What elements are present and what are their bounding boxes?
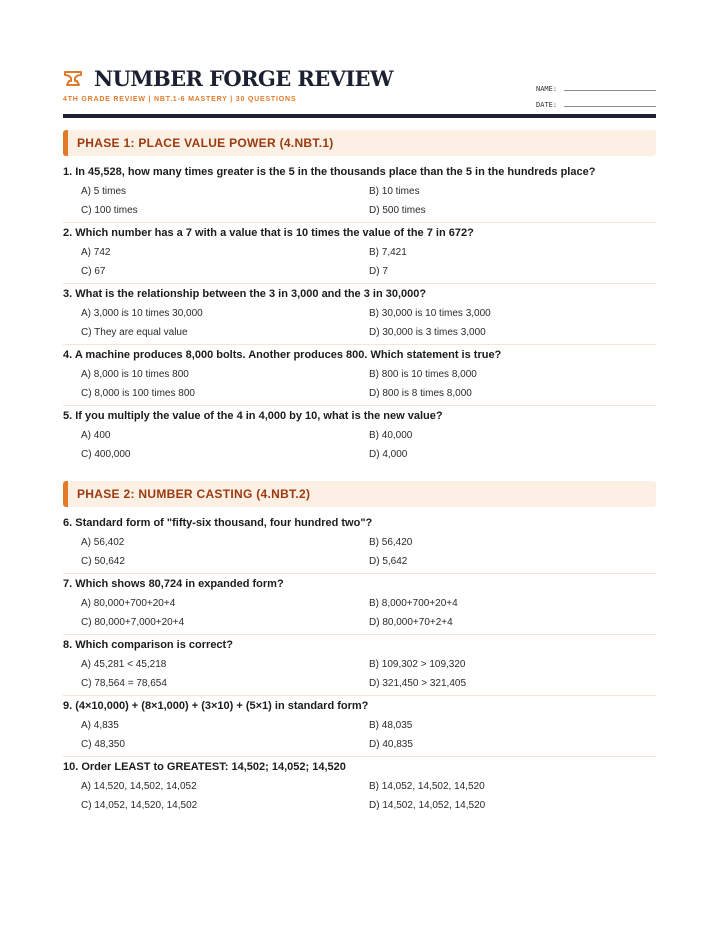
question <box>63 574 656 635</box>
worksheet-page <box>63 64 656 817</box>
question-text: 4. A machine produces 8,000 bolts. Another produces 800. Which statement is true? <box>63 349 502 361</box>
answer-option[interactable]: C) 78,564 = 78,654 <box>81 678 167 689</box>
answer-option[interactable]: B) 8,000+700+20+4 <box>369 598 458 609</box>
answer-option[interactable]: D) 30,000 is 3 times 3,000 <box>369 327 486 338</box>
answer-options <box>63 182 656 220</box>
answer-option[interactable]: D) 4,000 <box>369 449 408 460</box>
answer-option[interactable]: A) 8,000 is 10 times 800 <box>81 369 189 380</box>
question-text: 5. If you multiply the value of the 4 in 4,000 by 10, what is the new value? <box>63 410 443 422</box>
answer-option[interactable]: B) 800 is 10 times 8,000 <box>369 369 477 380</box>
answer-options <box>63 594 656 632</box>
question-text: 1. In 45,528, how many times greater is the 5 in the thousands place than the 5 in the hundreds place? <box>63 166 596 178</box>
answer-options <box>63 304 656 342</box>
answer-option[interactable]: D) 80,000+70+2+4 <box>369 617 453 628</box>
answer-options <box>63 533 656 571</box>
answer-option[interactable]: A) 400 <box>81 430 111 441</box>
question-text: 8. Which comparison is correct? <box>63 639 233 651</box>
answer-option[interactable]: C) 8,000 is 100 times 800 <box>81 388 195 399</box>
question-text: 2. Which number has a 7 with a value that is 10 times the value of the 7 in 672? <box>63 227 474 239</box>
answer-option[interactable]: B) 14,052, 14,502, 14,520 <box>369 781 485 792</box>
date-field[interactable] <box>536 93 656 109</box>
answer-option[interactable]: A) 4,835 <box>81 720 119 731</box>
answer-option[interactable]: C) 80,000+7,000+20+4 <box>81 617 185 628</box>
answer-option[interactable]: A) 5 times <box>81 186 127 197</box>
title-row <box>63 66 393 91</box>
answer-option[interactable]: C) 67 <box>81 266 106 277</box>
phase-heading: PHASE 2: NUMBER CASTING (4.NBT.2) <box>63 481 656 507</box>
answer-option[interactable]: D) 40,835 <box>369 739 413 750</box>
answer-option[interactable]: B) 7,421 <box>369 247 407 258</box>
name-label: NAME: <box>536 85 558 93</box>
question <box>63 223 656 284</box>
answer-option[interactable]: D) 800 is 8 times 8,000 <box>369 388 472 399</box>
name-field[interactable] <box>536 77 656 93</box>
anvil-icon <box>63 69 83 89</box>
question <box>63 757 656 817</box>
date-label: DATE: <box>536 101 558 109</box>
answer-option[interactable]: A) 56,402 <box>81 537 125 548</box>
answer-option[interactable]: B) 48,035 <box>369 720 413 731</box>
question <box>63 406 656 466</box>
answer-options <box>63 655 656 693</box>
answer-option[interactable]: D) 14,502, 14,052, 14,520 <box>369 800 486 811</box>
answer-option[interactable]: A) 14,520, 14,502, 14,052 <box>81 781 197 792</box>
question <box>63 284 656 345</box>
answer-option[interactable]: A) 3,000 is 10 times 30,000 <box>81 308 203 319</box>
answer-option[interactable]: C) 50,642 <box>81 556 125 567</box>
answer-option[interactable]: C) 400,000 <box>81 449 131 460</box>
question <box>63 162 656 223</box>
answer-option[interactable]: A) 45,281 < 45,218 <box>81 659 167 670</box>
answer-option[interactable]: B) 56,420 <box>369 537 413 548</box>
answer-options <box>63 426 656 464</box>
answer-option[interactable]: D) 321,450 > 321,405 <box>369 678 467 689</box>
answer-option[interactable]: D) 7 <box>369 266 388 277</box>
answer-option[interactable]: D) 5,642 <box>369 556 408 567</box>
question <box>63 513 656 574</box>
answer-option[interactable]: C) 48,350 <box>81 739 125 750</box>
answer-option[interactable]: A) 742 <box>81 247 111 258</box>
header-divider <box>63 114 656 118</box>
question-text: 7. Which shows 80,724 in expanded form? <box>63 578 284 590</box>
phase-heading: PHASE 1: PLACE VALUE POWER (4.NBT.1) <box>63 130 656 156</box>
answer-options <box>63 365 656 403</box>
answer-option[interactable]: B) 30,000 is 10 times 3,000 <box>369 308 491 319</box>
answer-option[interactable]: B) 10 times <box>369 186 420 197</box>
name-line[interactable] <box>564 83 656 91</box>
question-text: 10. Order LEAST to GREATEST: 14,502; 14,052; 14,520 <box>63 761 346 773</box>
page-subtitle: 4TH GRADE REVIEW | NBT.1-6 MASTERY | 30 QUESTIONS <box>63 96 297 103</box>
date-line[interactable] <box>564 99 656 107</box>
question <box>63 696 656 757</box>
question <box>63 635 656 696</box>
worksheet-header <box>63 64 656 108</box>
answer-options <box>63 777 656 815</box>
answer-option[interactable]: D) 500 times <box>369 205 426 216</box>
answer-option[interactable]: B) 40,000 <box>369 430 413 441</box>
question <box>63 345 656 406</box>
answer-options <box>63 243 656 281</box>
page-title: NUMBER FORGE REVIEW <box>94 66 393 91</box>
answer-option[interactable]: B) 109,302 > 109,320 <box>369 659 466 670</box>
answer-options <box>63 716 656 754</box>
name-date-fields <box>536 77 656 109</box>
question-text: 6. Standard form of "fifty-six thousand, four hundred two"? <box>63 517 373 529</box>
question-text: 3. What is the relationship between the 3 in 3,000 and the 3 in 30,000? <box>63 288 427 300</box>
answer-option[interactable]: A) 80,000+700+20+4 <box>81 598 176 609</box>
answer-option[interactable]: C) 14,052, 14,520, 14,502 <box>81 800 198 811</box>
answer-option[interactable]: C) 100 times <box>81 205 138 216</box>
question-text: 9. (4×10,000) + (8×1,000) + (3×10) + (5×1) in standard form? <box>63 700 369 712</box>
answer-option[interactable]: C) They are equal value <box>81 327 188 338</box>
